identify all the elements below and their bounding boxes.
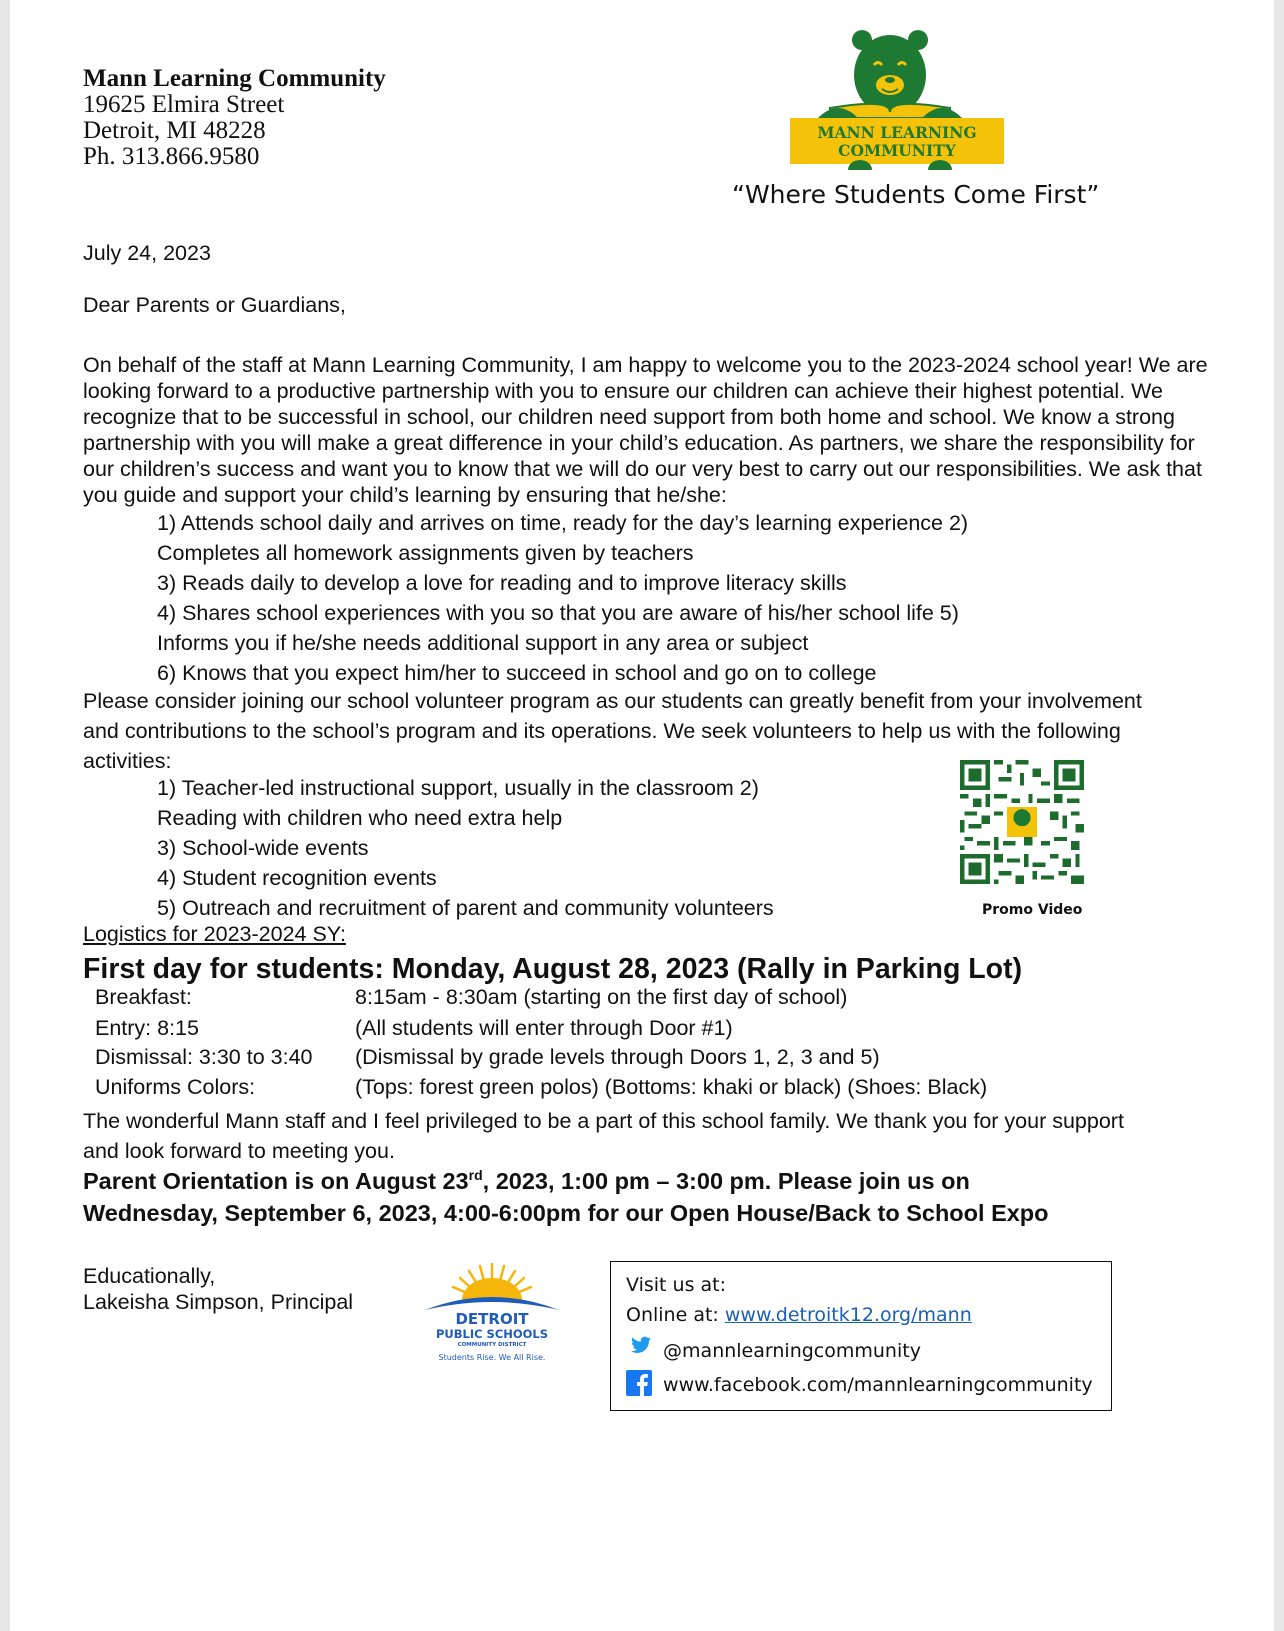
- street-address: 19625 Elmira Street: [83, 91, 285, 118]
- dps-line-2: PUBLIC SCHOOLS: [435, 1327, 549, 1341]
- schedule-label: Breakfast:: [95, 985, 192, 1009]
- list-item: 1) Teacher-led instructional support, usually in the classroom 2): [157, 776, 759, 800]
- list-item: Informs you if he/she needs additional support in any area or subject: [157, 631, 809, 655]
- orientation-suffix: , 2023, 1:00 pm – 3:00 pm. Please join us on: [482, 1167, 970, 1194]
- visit-us-box: [610, 1261, 1112, 1411]
- orientation-prefix: Parent Orientation is on August 23: [83, 1167, 469, 1194]
- qr-code[interactable]: [960, 760, 1084, 884]
- schedule-value: 8:15am - 8:30am (starting on the first day of school): [355, 985, 848, 1009]
- list-item: Completes all homework assignments given by teachers: [157, 541, 694, 565]
- schedule-label: Dismissal: 3:30 to 3:40: [95, 1045, 313, 1069]
- orientation-line-1: [83, 1167, 970, 1195]
- logo-line-1: MANN LEARNING: [817, 123, 977, 142]
- facebook-row[interactable]: [626, 1374, 1093, 1396]
- dps-line-3: COMMUNITY DISTRICT: [457, 1342, 527, 1348]
- phone-number: Ph. 313.866.9580: [83, 143, 260, 170]
- online-label: Online at:: [626, 1304, 719, 1326]
- letterhead: [83, 66, 386, 170]
- logo-line-2: COMMUNITY: [838, 141, 956, 160]
- visit-heading: Visit us at:: [626, 1274, 727, 1296]
- greeting: Dear Parents or Guardians,: [83, 293, 346, 317]
- signature: Lakeisha Simpson, Principal: [83, 1290, 354, 1314]
- school-name: Mann Learning Community: [83, 65, 386, 92]
- online-row: [626, 1304, 972, 1326]
- volunteer-paragraph: Please consider joining our school volunteer program as our students can greatly benefit from your involvement and contributions to the school’s program and its operations. We seek volunteers to help us with the following activities:: [83, 689, 1142, 773]
- list-item: Reading with children who need extra help: [157, 806, 563, 830]
- facebook-icon: [626, 1370, 652, 1396]
- list-item: 6) Knows that you expect him/her to succeed in school and go on to college: [157, 661, 877, 685]
- qr-caption: Promo Video: [982, 902, 1083, 918]
- dpscd-logo: [417, 1258, 567, 1368]
- school-tagline: “Where Students Come First”: [732, 180, 1100, 209]
- city-state-zip: Detroit, MI 48228: [83, 117, 266, 144]
- schedule-value: (Dismissal by grade levels through Doors 1, 2, 3 and 5): [355, 1045, 880, 1069]
- mann-bear-logo: [790, 20, 1030, 170]
- list-item: 4) Student recognition events: [157, 866, 437, 890]
- orientation-line-2: Wednesday, September 6, 2023, 4:00-6:00pm for our Open House/Back to School Expo: [83, 1200, 1049, 1226]
- closing: [83, 1263, 353, 1315]
- first-day-heading: First day for students: Monday, August 28, 2023 (Rally in Parking Lot): [83, 953, 1023, 985]
- letter-page: [10, 0, 1274, 1631]
- letter-date: July 24, 2023: [83, 241, 211, 265]
- list-item: 1) Attends school daily and arrives on time, ready for the day’s learning experience 2): [157, 511, 969, 535]
- dps-line-1: DETROIT: [455, 1310, 529, 1328]
- orientation-sup: rd: [468, 1167, 483, 1183]
- list-item: 3) Reads daily to develop a love for reading and to improve literacy skills: [157, 571, 847, 595]
- facebook-url: www.facebook.com/mannlearningcommunity: [663, 1374, 1093, 1396]
- salutation: Educationally,: [83, 1264, 216, 1288]
- schedule-label: Entry: 8:15: [95, 1016, 199, 1040]
- thanks-paragraph: The wonderful Mann staff and I feel privileged to be a part of this school family. We thank you for your support and look forward to meeting you.: [83, 1109, 1124, 1163]
- dps-slogan: Students Rise. We All Rise.: [438, 1353, 546, 1362]
- twitter-bird-icon: [631, 1336, 651, 1354]
- twitter-handle: @mannlearningcommunity: [663, 1340, 921, 1362]
- list-item: 4) Shares school experiences with you so that you are aware of his/her school life 5): [157, 601, 959, 625]
- website-link[interactable]: www.detroitk12.org/mann: [724, 1304, 972, 1326]
- logistics-title: Logistics for 2023-2024 SY:: [83, 922, 346, 946]
- schedule-value: (Tops: forest green polos) (Bottoms: khaki or black) (Shoes: Black): [355, 1075, 988, 1099]
- schedule-value: (All students will enter through Door #1): [355, 1016, 733, 1040]
- list-item: 5) Outreach and recruitment of parent and community volunteers: [157, 896, 774, 920]
- intro-paragraph: On behalf of the staff at Mann Learning Community, I am happy to welcome you to the 2023-2024 school year! We are looking forward to a productive partnership with you to ensure our children can achieve their highest potential. We recognize that to be successful in school, our children need support from both home and school. We know a strong partnership with you will make a great difference in your child’s education. As partners, we share the responsibility for our children’s success and want you to know that we will do our very best to carry out our responsibilities. We ask that you guide and support your child’s learning by ensuring that he/she:: [83, 353, 1208, 507]
- twitter-row[interactable]: [631, 1340, 921, 1362]
- schedule-label: Uniforms Colors:: [95, 1075, 256, 1099]
- list-item: 3) School-wide events: [157, 836, 369, 860]
